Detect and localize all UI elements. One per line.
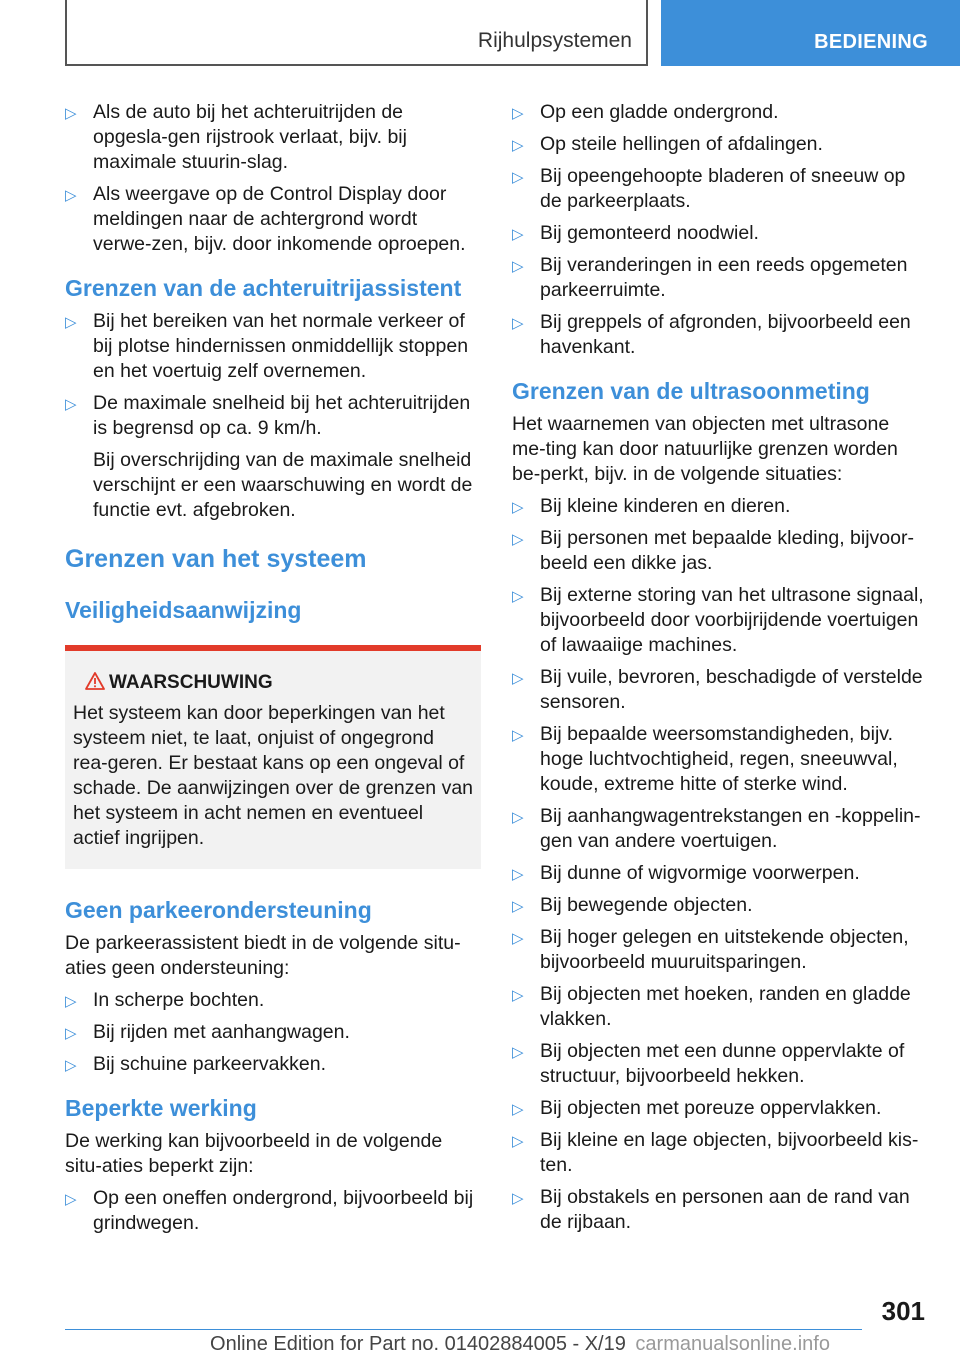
heading-limited-function: Beperkte werking <box>65 1095 257 1121</box>
section-title: Rijhulpsystemen <box>477 29 632 52</box>
triangle-right-icon: ▷ <box>65 314 77 331</box>
left-column <box>65 100 481 1243</box>
list-item: ▷ Bij bepaalde weersomstandigheden, bijv. hoge luchtvochtigheid, regen, sneeuwval, koude, extreme hitte of sterke wind. <box>512 723 898 795</box>
list-item: ▷ Bij gemonteerd noodwiel. <box>512 221 927 246</box>
list-item: ▷ Bij externe storing van het ultrasone signaal, bijvoorbeeld door voorbijrijdende voertuigen of lawaaiige machines. <box>512 584 924 656</box>
paragraph: De parkeerassistent biedt in de volgende situ-aties geen ondersteuning: <box>65 932 461 979</box>
list-item: ▷ Bij kleine en lage objecten, bijvoorbeeld kis-ten. <box>512 1129 919 1176</box>
edition-label: Online Edition for Part no. 01402884005 - X/19 <box>210 1333 626 1355</box>
triangle-right-icon: ▷ <box>512 670 524 687</box>
footer-divider <box>65 1329 862 1330</box>
triangle-right-icon: ▷ <box>512 531 524 548</box>
warning-text: Het systeem kan door beperkingen van het systeem niet, te laat, onjuist of ongegrond rea-geren. Er bestaat kans op een ongeval of schade. De aanwijzingen over de grenzen van het systeem in acht nemen en eventueel actief ingrijpen. <box>73 702 474 849</box>
heading-ultrasonic-limits: Grenzen van de ultrasoonmeting <box>512 378 870 404</box>
heading-reverse-assist-limits: Grenzen van de achteruitrijassistent <box>65 275 462 301</box>
triangle-right-icon: ▷ <box>512 499 524 516</box>
paragraph: De werking kan bijvoorbeeld in de volgende situ-aties beperkt zijn: <box>65 1130 443 1177</box>
chapter-tab <box>661 0 960 66</box>
list-item: ▷ Bij schuine parkeervakken. <box>65 1052 481 1077</box>
triangle-right-icon: ▷ <box>512 258 524 275</box>
heading-system-limits: Grenzen van het systeem <box>65 545 367 573</box>
triangle-right-icon: ▷ <box>512 169 524 186</box>
triangle-right-icon: ▷ <box>65 1025 77 1042</box>
warning-title: WAARSCHUWING <box>109 672 273 693</box>
list-item: ▷ Bij opeengehoopte bladeren of sneeuw op de parkeerplaats. <box>512 165 906 212</box>
triangle-right-icon: ▷ <box>65 396 77 413</box>
list-item: ▷ Bij dunne of wigvormige voorwerpen. <box>512 861 927 886</box>
triangle-right-icon: ▷ <box>512 1101 524 1118</box>
list-item: ▷ Op steile hellingen of afdalingen. <box>512 132 927 157</box>
chapter-title: BEDIENING <box>814 31 928 53</box>
list-item: ▷ Bij kleine kinderen en dieren. <box>512 494 927 519</box>
list-item: ▷ Bij het bereiken van het normale verkeer of bij plotse hindernissen onmiddellijk stoppen en het voertuig zelf overnemen. <box>65 310 469 382</box>
list-item: ▷ De maximale snelheid bij het achteruitrijden is begrensd op ca. 9 km/h. Bij overschrijding van de maximale snelheid verschijnt er een waarschuwing en wordt de functie evt. afgebroken. <box>65 392 473 521</box>
triangle-right-icon: ▷ <box>512 809 524 826</box>
triangle-right-icon: ▷ <box>512 1044 524 1061</box>
list-item: ▷ Bij objecten met een dunne oppervlakte of structuur, bijvoorbeeld hekken. <box>512 1040 905 1087</box>
triangle-right-icon: ▷ <box>65 1191 77 1208</box>
list-item: ▷ Op een gladde ondergrond. <box>512 100 927 125</box>
triangle-right-icon: ▷ <box>65 187 77 204</box>
triangle-right-icon: ▷ <box>65 1057 77 1074</box>
heading-safety-notice: Veiligheidsaanwijzing <box>65 597 302 623</box>
list-item: ▷ Bij greppels of afgronden, bijvoorbeeld een havenkant. <box>512 311 911 358</box>
triangle-right-icon: ▷ <box>512 1133 524 1150</box>
paragraph: Het waarnemen van objecten met ultrasone me-ting kan door natuurlijke grenzen worden be-perkt, bijv. in de volgende situaties: <box>512 413 898 485</box>
list-item: ▷ Bij obstakels en personen aan de rand van de rijbaan. <box>512 1186 910 1233</box>
triangle-right-icon: ▷ <box>512 866 524 883</box>
list-item: ▷ Bij objecten met hoeken, randen en gladde vlakken. <box>512 983 911 1030</box>
triangle-right-icon: ▷ <box>512 105 524 122</box>
warning-title-row <box>73 671 473 695</box>
footer-edition <box>0 1333 960 1356</box>
triangle-right-icon: ▷ <box>512 137 524 154</box>
triangle-right-icon: ▷ <box>512 315 524 332</box>
triangle-right-icon: ▷ <box>512 727 524 744</box>
triangle-right-icon: ▷ <box>512 226 524 243</box>
list-item: ▷ Bij hoger gelegen en uitstekende objecten, bijvoorbeeld muuruitsparingen. <box>512 926 909 973</box>
triangle-right-icon: ▷ <box>512 1190 524 1207</box>
list-item: ▷ Op een oneffen ondergrond, bijvoorbeeld bij grindwegen. <box>65 1187 474 1234</box>
triangle-right-icon: ▷ <box>65 105 77 122</box>
list-item: ▷ Bij vuile, bevroren, beschadigde of verstelde sensoren. <box>512 666 923 713</box>
list-item: ▷ Bij rijden met aanhangwagen. <box>65 1020 481 1045</box>
list-item: ▷ Bij veranderingen in een reeds opgemeten parkeerruimte. <box>512 254 908 301</box>
page-number: 301 <box>881 1296 925 1326</box>
header-section-box <box>65 0 648 66</box>
page-header <box>0 0 960 66</box>
list-item: ▷ Als de auto bij het achteruitrijden de opgesla-gen rijstrook verlaat, bijv. bij maximale stuurin-slag. <box>65 101 407 173</box>
list-item: ▷ Bij bewegende objecten. <box>512 893 927 918</box>
list-item: ▷ Bij personen met bepaalde kleding, bijvoor-beeld een dikke jas. <box>512 527 914 574</box>
list-item: ▷ In scherpe bochten. <box>65 988 481 1013</box>
list-item: ▷ Bij aanhangwagentrekstangen en -koppelin-gen van andere voertuigen. <box>512 805 921 852</box>
heading-no-parking-assist: Geen parkeerondersteuning <box>65 897 372 923</box>
right-column <box>512 100 927 1242</box>
list-item: ▷ Bij objecten met poreuze oppervlakken. <box>512 1096 927 1121</box>
warning-triangle-icon <box>85 671 105 691</box>
triangle-right-icon: ▷ <box>512 987 524 1004</box>
list-item: ▷ Als weergave op de Control Display door meldingen naar de achtergrond wordt verwe-zen, bijv. door inkomende oproepen. <box>65 183 466 255</box>
triangle-right-icon: ▷ <box>512 898 524 915</box>
triangle-right-icon: ▷ <box>65 993 77 1010</box>
triangle-right-icon: ▷ <box>512 588 524 605</box>
triangle-right-icon: ▷ <box>512 930 524 947</box>
warning-box <box>65 645 481 869</box>
watermark: carmanualsonline.info <box>635 1333 830 1355</box>
